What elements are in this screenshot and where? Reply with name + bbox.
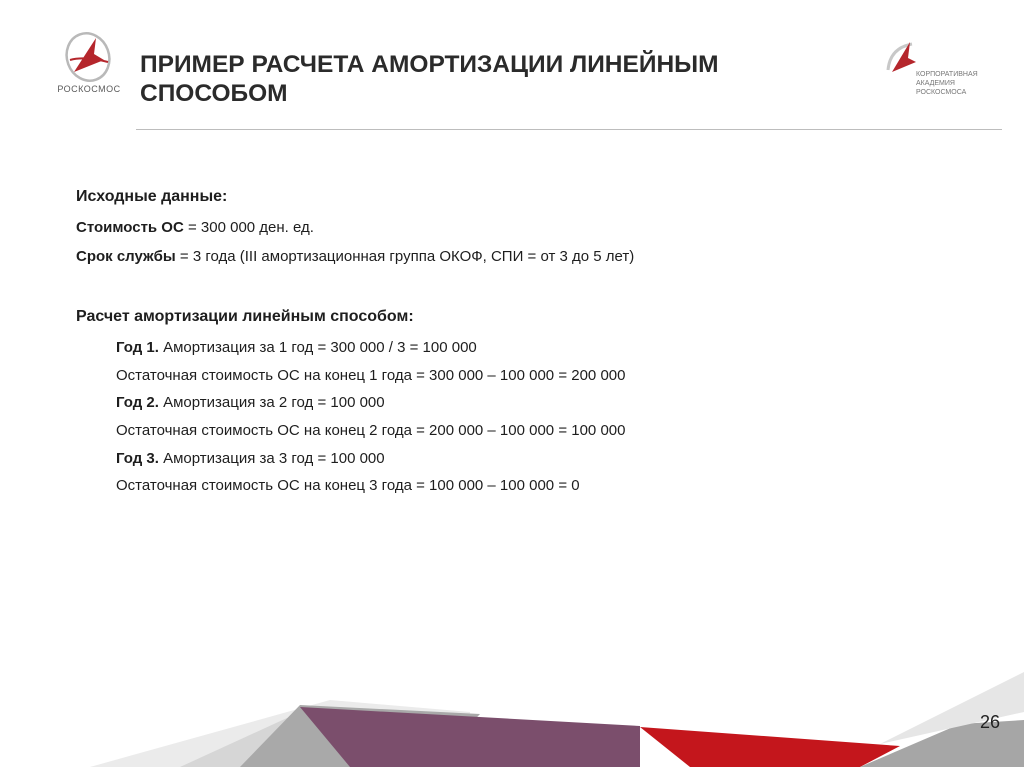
- calculation-heading: Расчет амортизации линейным способом:: [76, 308, 414, 325]
- cost-value: = 300 000 ден. ед.: [183, 219, 314, 236]
- logo-right-caption-line-1: КОРПОРАТИВНАЯ: [916, 71, 978, 78]
- initial-data-heading: Исходные данные:: [76, 188, 228, 205]
- year-2-label: Год 2.: [116, 394, 159, 411]
- year-1-residual: Остаточная стоимость ОС на конец 1 года = 300 000 – 100 000 = 200 000: [116, 367, 626, 384]
- year-3-residual: Остаточная стоимость ОС на конец 3 года = 100 000 – 100 000 = 0: [116, 477, 580, 494]
- page-number: 26: [979, 712, 1000, 732]
- term-value: = 3 года (III амортизационная группа ОКОФ, СПИ = от 3 до 5 лет): [175, 248, 635, 265]
- year-3-depreciation-text: Амортизация за 3 год = 100 000: [158, 450, 385, 467]
- logo-right-caption-line-2: АКАДЕМИЯ: [916, 80, 955, 87]
- year-1-label: Год 1.: [116, 339, 159, 356]
- year-2-residual: Остаточная стоимость ОС на конец 2 года = 200 000 – 100 000 = 100 000: [116, 422, 626, 439]
- year-3-label: Год 3.: [116, 450, 159, 467]
- term-label: Срок службы: [76, 248, 176, 265]
- page-title: ПРИМЕР РАСЧЕТА АМОРТИЗАЦИИ ЛИНЕЙНЫМ СПОСОБОМ: [140, 51, 719, 107]
- year-2-depreciation-text: Амортизация за 2 год = 100 000: [158, 394, 385, 411]
- logo-left-caption: РОСКОСМОС: [57, 84, 121, 94]
- year-1-depreciation-text: Амортизация за 1 год = 300 000 / 3 = 100 000: [158, 339, 477, 356]
- logo-right-caption-line-3: РОСКОСМОСА: [916, 89, 967, 96]
- cost-label: Стоимость ОС: [76, 219, 184, 236]
